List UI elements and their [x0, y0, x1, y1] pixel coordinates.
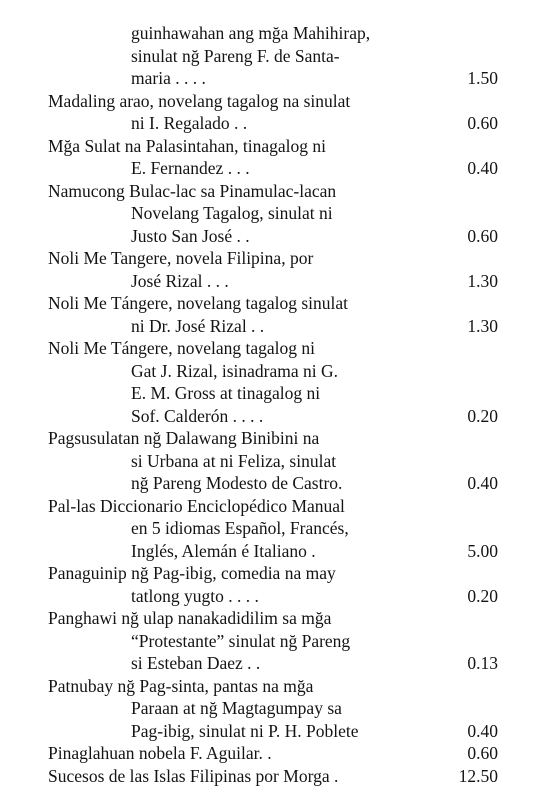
entry-line	[0, 562, 549, 584]
entry-price: 0.60	[467, 113, 498, 133]
entry-continuation: si Urbana at ni Feliza, sinulat	[131, 450, 337, 471]
entry-continuation: “Protestante” sinulat nğ Pareng	[131, 630, 351, 651]
entry-continuation: José Rizal . . .	[131, 270, 229, 291]
entry-continuation: ni Dr. José Rizal . .	[131, 315, 265, 336]
entry-title: Madaling arao, novelang tagalog na sinulat	[48, 90, 351, 111]
entry-line	[0, 247, 549, 269]
entry-line	[0, 405, 549, 427]
entry-line	[0, 540, 549, 562]
entry-continuation: si Esteban Daez . .	[131, 653, 261, 673]
entry-title: Noli Me Tángere, novelang tagalog sinulat	[48, 293, 349, 313]
entry-line	[0, 607, 549, 629]
entry-title: Pinaglahuan nobela F. Aguilar. .	[48, 743, 272, 763]
entry-line	[0, 202, 549, 224]
entry-line	[0, 675, 549, 697]
entry-title: Pagsusulatan nğ Dalawang Binibini na	[48, 428, 320, 448]
entry-line	[0, 360, 549, 382]
entry-line	[0, 495, 549, 517]
entry-price: 0.40	[467, 158, 498, 178]
entry-price: 1.30	[467, 315, 498, 336]
entry-price: 0.20	[467, 405, 498, 426]
entry-line	[0, 630, 549, 652]
entry-line	[0, 720, 549, 742]
entry-title: Patnubay nğ Pag-sinta, pantas na mğa	[48, 675, 314, 696]
entry-title: Panaguinip nğ Pag-ibig, comedia na may	[48, 563, 336, 583]
entry-line	[0, 337, 549, 359]
entry-line	[0, 585, 549, 607]
entry-line	[0, 225, 549, 247]
entry-price: 0.60	[467, 743, 498, 763]
entry-continuation: ni I. Regalado . .	[131, 113, 248, 133]
entry-price: 0.40	[467, 473, 498, 493]
entry-continuation: E. M. Gross at tinagalog ni	[131, 383, 321, 403]
entry-continuation: Gat J. Rizal, isinadrama ni G.	[131, 360, 339, 381]
entry-line	[0, 697, 549, 719]
entry-line	[0, 315, 549, 337]
entry-line	[0, 157, 549, 179]
entry-title: Pal-las Diccionario Enciclopédico Manual	[48, 495, 345, 516]
entry-title: Mğa Sulat na Palasintahan, tinagalog ni	[48, 135, 327, 156]
entry-line	[0, 67, 549, 89]
entry-continuation: Justo San José . .	[131, 225, 250, 246]
entry-line	[0, 450, 549, 472]
entry-continuation: E. Fernandez . . .	[131, 158, 250, 178]
entry-title: Panghawi nğ ulap nanakadidilim sa mğa	[48, 608, 332, 628]
entry-continuation: Inglés, Alemán é Italiano .	[131, 540, 316, 561]
entry-continuation: tatlong yugto . . . .	[131, 585, 259, 606]
entry-price: 0.40	[467, 720, 498, 741]
entry-price: 1.50	[467, 68, 498, 88]
entry-line	[0, 517, 549, 539]
entry-price: 12.50	[458, 765, 498, 786]
entry-price: 0.13	[467, 653, 498, 673]
entry-continuation: sinulat nğ Pareng F. de Santa-	[131, 45, 340, 66]
entry-line	[0, 90, 549, 112]
entry-line	[0, 472, 549, 494]
entry-title: Sucesos de las Islas Filipinas por Morga .	[48, 765, 339, 786]
entry-continuation: maria . . . .	[131, 68, 206, 88]
entry-line	[0, 135, 549, 157]
entry-line	[0, 382, 549, 404]
entry-line	[0, 652, 549, 674]
entry-price: 0.60	[467, 225, 498, 246]
entry-price: 0.20	[467, 585, 498, 606]
entry-line	[0, 45, 549, 67]
entry-title: Namucong Bulac-lac sa Pinamulac-lacan	[48, 180, 337, 201]
entry-line	[0, 427, 549, 449]
entry-continuation: Novelang Tagalog, sinulat ni	[131, 203, 333, 223]
entry-line	[0, 742, 549, 764]
entry-price: 1.30	[467, 270, 498, 291]
entry-line	[0, 765, 549, 787]
entry-price: 5.00	[467, 540, 498, 561]
entry-line	[0, 270, 549, 292]
entry-continuation: guinhawahan ang mğa Mahihirap,	[131, 23, 371, 43]
entry-line	[0, 22, 549, 44]
entry-continuation: Sof. Calderón . . . .	[131, 405, 264, 426]
entry-line	[0, 112, 549, 134]
entry-title: Noli Me Tangere, novela Filipina, por	[48, 248, 314, 268]
entry-line	[0, 180, 549, 202]
entry-continuation: Pag-ibig, sinulat ni P. H. Poblete	[131, 720, 359, 741]
entry-continuation: Paraan at nğ Magtagumpay sa	[131, 698, 342, 718]
entry-line	[0, 292, 549, 314]
entry-continuation: en 5 idiomas Español, Francés,	[131, 518, 349, 538]
entry-title: Noli Me Tángere, novelang tagalog ni	[48, 338, 315, 358]
entry-continuation: nğ Pareng Modesto de Castro.	[131, 473, 343, 493]
